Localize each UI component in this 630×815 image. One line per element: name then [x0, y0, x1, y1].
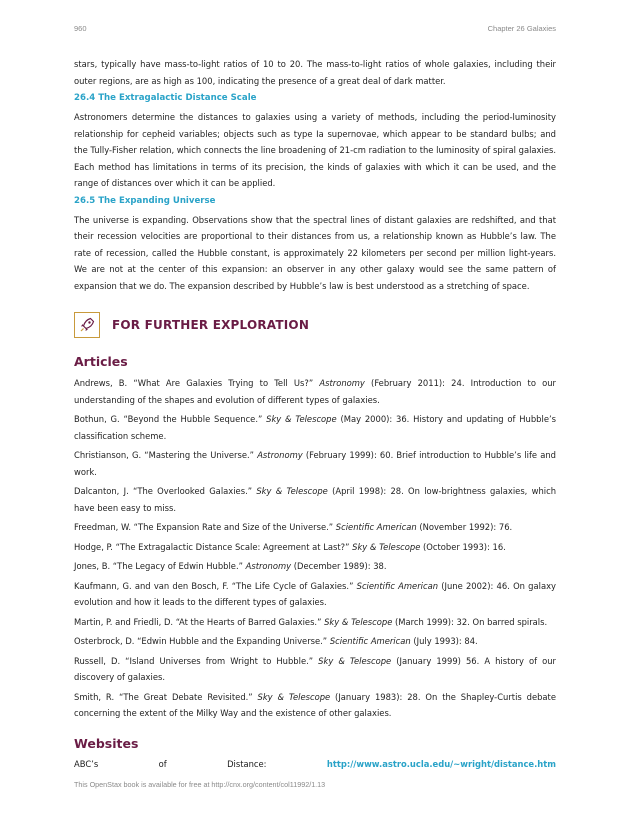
further-exploration-banner	[74, 310, 556, 340]
article-details: (November 1992): 76.	[416, 522, 513, 532]
section-body-distance-scale: Astronomers determine the distances to galaxies using a variety of methods, including the period-luminosity relationship for cepheid variables; objects such as type Ia supernovae, which appear to be standard bulbs; and the Tully-Fisher relation, which connects the line broadening of 21-cm radiation to the luminosity of spiral galaxies. Each method has limitations in terms of its precision, the kinds of galaxies with which it can be used, and the range of distances over which it can be applied.	[74, 112, 556, 188]
page-number: 960	[74, 24, 87, 33]
article-source: Scientific American	[335, 522, 417, 532]
article-reference	[74, 519, 556, 536]
article-source: Sky & Telescope	[352, 541, 421, 552]
article-details: (March 1999): 32. On barred spirals.	[392, 616, 548, 627]
article-citation: Jones, B. “The Legacy of Edwin Hubble.”	[74, 561, 246, 571]
website-link[interactable]: http://www.astro.ucla.edu/~wright/distance.htm	[326, 758, 556, 769]
further-exploration-title: FOR FURTHER EXPLORATION	[112, 318, 310, 332]
article-citation: Bothun, G. “Beyond the Hubble Sequence.”	[74, 414, 267, 424]
article-reference	[74, 633, 556, 650]
websites-heading: Websites	[74, 735, 139, 751]
article-details: (January 1983): 28. On the Shapley-Curtis debate concerning the extent of the Milky Way and the existence of other galaxies.	[74, 691, 556, 718]
rocket-icon	[74, 312, 100, 338]
website-label-word: ABC’s	[74, 758, 99, 769]
article-reference	[74, 447, 556, 480]
article-citation: Osterbrock, D. “Edwin Hubble and the Expanding Universe.”	[74, 636, 330, 646]
section-body-expanding-universe: The universe is expanding. Observations show that the spectral lines of distant galaxies are redshifted, and that their recession velocities are proportional to their distances from us, a relationship known as Hubble’s law. The rate of recession, called the Hubble constant, is approximately 22 kilometers per second per million light-years. We are not at the center of this expansion: an observer in any other galaxy would see the same pattern of expansion that we do. The expansion described by Hubble’s law is best understood as a stretching of space.	[74, 214, 556, 291]
article-details: (January 1999) 56. A history of our discovery of galaxies.	[74, 655, 556, 682]
article-reference	[74, 689, 556, 722]
chapter-title: Chapter 26 Galaxies	[487, 24, 556, 33]
article-citation: Christianson, G. “Mastering the Universe.”	[74, 450, 258, 460]
article-citation: Freedman, W. “The Expansion Rate and Size of the Universe.”	[74, 522, 336, 532]
article-details: (July 1993): 84.	[410, 636, 478, 646]
article-reference	[74, 614, 556, 631]
article-citation: Martin, P. and Friedli, D. “At the Hearts of Barred Galaxies.”	[74, 616, 325, 627]
article-source: Sky & Telescope	[266, 414, 337, 424]
website-label-word: Distance:	[227, 758, 267, 769]
article-citation: Andrews, B. “What Are Galaxies Trying to Tell Us?”	[74, 378, 320, 388]
article-source: Scientific American	[356, 580, 439, 591]
article-citation: Hodge, P. “The Extragalactic Distance Scale: Agreement at Last?”	[74, 541, 353, 552]
section-heading-expanding-universe: 26.5 The Expanding Universe	[74, 195, 216, 206]
article-details: (June 2002): 46. On galaxy evolution and how it leads to the different types of galaxies.	[74, 580, 556, 607]
article-reference	[74, 539, 556, 556]
article-details: (February 1999): 60. Brief introduction to Hubble’s life and work.	[74, 450, 556, 477]
article-details: (February 2011): 24. Introduction to our understanding of the shapes and evolution of different types of galaxies.	[74, 378, 556, 405]
article-details: (April 1998): 28. On low-brightness galaxies, which have been easy to miss.	[74, 486, 557, 513]
article-source: Scientific American	[329, 636, 411, 646]
section-heading-distance-scale: 26.4 The Extragalactic Distance Scale	[74, 93, 257, 103]
page-content	[74, 56, 556, 772]
article-reference	[74, 558, 556, 575]
articles-heading: Articles	[74, 354, 128, 369]
article-details: (May 2000): 36. History and updating of Hubble’s classification scheme.	[74, 414, 557, 441]
article-source: Sky & Telescope	[318, 655, 392, 666]
article-details: (October 1993): 16.	[420, 541, 506, 552]
article-citation: Russell, D. “Island Universes from Wright to Hubble.”	[74, 655, 319, 666]
article-source: Astronomy	[257, 450, 303, 460]
page-footer: This OpenStax book is available for free at http://cnx.org/content/col11992/1.13	[74, 780, 326, 789]
website-label-word: of	[158, 758, 167, 769]
article-reference	[74, 375, 556, 408]
article-source: Sky & Telescope	[257, 691, 331, 702]
article-source: Sky & Telescope	[324, 616, 393, 627]
intro-paragraph: stars, typically have mass-to-light ratios of 10 to 20. The mass-to-light ratios of whole galaxies, including their outer regions, are as high as 100, indicating the presence of a great deal of dark matter.	[74, 59, 556, 86]
website-row	[74, 756, 556, 772]
article-reference	[74, 578, 556, 611]
article-reference	[74, 653, 556, 686]
articles-list	[74, 375, 556, 722]
running-head	[74, 24, 556, 36]
article-citation: Kaufmann, G. and van den Bosch, F. “The Life Cycle of Galaxies.”	[74, 580, 357, 591]
article-reference	[74, 411, 556, 444]
article-source: Astronomy	[319, 378, 365, 388]
article-details: (December 1989): 38.	[291, 561, 387, 571]
article-source: Astronomy	[245, 561, 292, 571]
article-citation: Smith, R. “The Great Debate Revisited.”	[74, 691, 258, 702]
article-reference	[74, 483, 556, 516]
article-citation: Dalcanton, J. “The Overlooked Galaxies.”	[74, 486, 257, 496]
article-source: Sky & Telescope	[256, 486, 328, 496]
